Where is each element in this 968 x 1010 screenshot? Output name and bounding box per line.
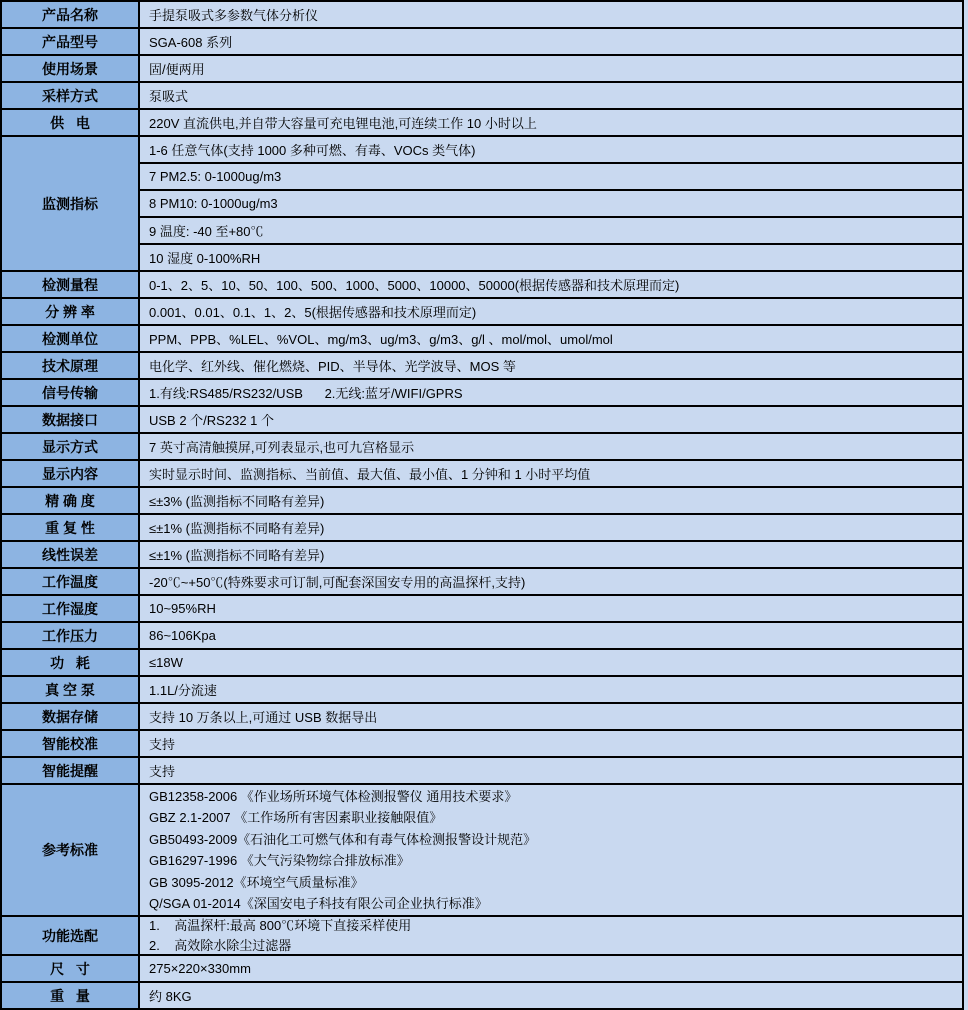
row-label: 监测指标: [2, 137, 140, 270]
row-value-area: [140, 326, 962, 351]
table-row: [2, 542, 962, 569]
row-value: PPM、PPB、%LEL、%VOL、mg/m3、ug/m3、g/m3、g/l 、mol/mol、umol/mol: [149, 332, 613, 347]
row-value-area: [140, 56, 962, 81]
row-label: 精 确 度: [2, 488, 140, 513]
row-value: 86~106Kpa: [149, 628, 216, 643]
table-row: [2, 917, 962, 956]
table-row: [2, 677, 962, 704]
row-value: ≤±1% (监测指标不同略有差异): [149, 521, 325, 536]
row-value: 220V 直流供电,并自带大容量可充电锂电池,可连续工作 10 小时以上: [149, 116, 537, 131]
table-row: [2, 596, 962, 623]
row-value: 电化学、红外线、催化燃烧、PID、半导体、光学波导、MOS 等: [149, 359, 516, 374]
row-value-line: GB50493-2009《石油化工可燃气体和有毒气体检测报警设计规范》: [149, 831, 537, 847]
row-value-line: 2. 高效除水除尘过滤器: [149, 937, 292, 953]
row-value-area: [140, 704, 962, 729]
row-label: 智能提醒: [2, 758, 140, 783]
row-value: -20℃~+50℃(特殊要求可订制,可配套深国安专用的高温探杆,支持): [149, 575, 526, 590]
row-value: USB 2 个/RS232 1 个: [149, 413, 274, 428]
row-label: 数据存储: [2, 704, 140, 729]
row-value-area: [140, 785, 962, 915]
row-value-area: [140, 515, 962, 540]
table-row: [2, 461, 962, 488]
row-value-area: [140, 542, 962, 567]
row-label: 数据接口: [2, 407, 140, 432]
row-label: 供 电: [2, 110, 140, 135]
row-value-area: [140, 137, 962, 270]
row-value-area: [140, 488, 962, 513]
row-value: SGA-608 系列: [149, 35, 233, 50]
row-value: 泵吸式: [149, 89, 189, 104]
row-value: 10~95%RH: [149, 601, 216, 616]
row-value: 支持 10 万条以上,可通过 USB 数据导出: [149, 710, 378, 725]
row-value: 0.001、0.01、0.1、1、2、5(根据传感器和技术原理而定): [149, 305, 477, 320]
row-value-area: [140, 596, 962, 621]
row-value-area: [140, 569, 962, 594]
row-value-area: [140, 83, 962, 108]
row-value-line: Q/SGA 01-2014《深国安电子科技有限公司企业执行标准》: [149, 896, 488, 911]
row-value-line: GB12358-2006 《作业场所环境气体检测报警仪 通用技术要求》: [149, 788, 518, 804]
table-row: [2, 83, 962, 110]
row-label: 功 耗: [2, 650, 140, 675]
row-value-line: GB16297-1996 《大气污染物综合排放标准》: [149, 853, 410, 868]
table-row: [2, 515, 962, 542]
table-row: [2, 380, 962, 407]
row-label: 重 复 性: [2, 515, 140, 540]
row-value-area: [140, 461, 962, 486]
row-value-area: [140, 917, 962, 954]
table-row: [2, 983, 962, 1010]
row-value: ≤±3% (监测指标不同略有差异): [149, 494, 325, 509]
table-row: [2, 407, 962, 434]
row-value-area: [140, 623, 962, 648]
row-label: 重 量: [2, 983, 140, 1008]
row-label: 检测量程: [2, 272, 140, 297]
row-label: 智能校准: [2, 731, 140, 756]
row-value: 0-1、2、5、10、50、100、500、1000、5000、10000、50000(根据传感器和技术原理而定): [149, 278, 680, 293]
row-value: 支持: [149, 737, 176, 752]
row-value-area: [140, 110, 962, 135]
table-row: [2, 569, 962, 596]
row-value-line: GBZ 2.1-2007 《工作场所有害因素职业接触限值》: [149, 810, 443, 825]
row-label: 参考标准: [2, 785, 140, 915]
row-value: [140, 785, 962, 915]
row-value-area: [140, 380, 962, 405]
table-row: [2, 704, 962, 731]
row-value: 7 PM2.5: 0-1000ug/m3: [140, 164, 962, 191]
row-value: ≤18W: [149, 655, 183, 670]
row-value: 275×220×330mm: [149, 961, 251, 976]
row-value-area: [140, 434, 962, 459]
row-label: 工作湿度: [2, 596, 140, 621]
row-value: [140, 917, 962, 954]
table-row: [2, 56, 962, 83]
table-row: [2, 488, 962, 515]
table-row: [2, 137, 962, 272]
row-value: ≤±1% (监测指标不同略有差异): [149, 548, 325, 563]
row-label: 尺 寸: [2, 956, 140, 981]
row-value-area: [140, 407, 962, 432]
table-row: [2, 353, 962, 380]
row-value-line: 1. 高温探杆:最高 800℃环境下直接采样使用: [149, 918, 412, 933]
row-label: 工作温度: [2, 569, 140, 594]
row-label: 线性误差: [2, 542, 140, 567]
row-value-area: [140, 353, 962, 378]
row-label: 显示方式: [2, 434, 140, 459]
row-value-area: [140, 758, 962, 783]
row-value: 约 8KG: [149, 989, 192, 1004]
row-label: 信号传输: [2, 380, 140, 405]
table-row: [2, 2, 962, 29]
row-value: 1-6 任意气体(支持 1000 多种可燃、有毒、VOCs 类气体): [140, 137, 962, 164]
table-row: [2, 731, 962, 758]
row-value: 手提泵吸式多参数气体分析仪: [149, 8, 319, 23]
row-value-line: GB 3095-2012《环境空气质量标准》: [149, 874, 364, 890]
row-value: 10 湿度 0-100%RH: [149, 251, 261, 266]
table-row: [2, 434, 962, 461]
row-label: 真 空 泵: [2, 677, 140, 702]
table-row: [2, 758, 962, 785]
row-label: 工作压力: [2, 623, 140, 648]
row-label: 采样方式: [2, 83, 140, 108]
row-value-area: [140, 650, 962, 675]
row-value-area: [140, 983, 962, 1008]
row-label: 技术原理: [2, 353, 140, 378]
row-value-area: [140, 272, 962, 297]
row-value: 9 温度: -40 至+80℃: [140, 218, 962, 245]
table-row: [2, 272, 962, 299]
row-value: 1.1L/分流速: [149, 683, 217, 698]
row-label: 显示内容: [2, 461, 140, 486]
table-row: [2, 785, 962, 917]
row-value-area: [140, 677, 962, 702]
row-value: 固/便两用: [149, 62, 205, 77]
table-row: [2, 299, 962, 326]
row-value-area: [140, 29, 962, 54]
row-label: 产品型号: [2, 29, 140, 54]
row-value: 1.有线:RS485/RS232/USB 2.无线:蓝牙/WIFI/GPRS: [149, 386, 463, 401]
row-label: 使用场景: [2, 56, 140, 81]
row-value-area: [140, 299, 962, 324]
row-label: 产品名称: [2, 2, 140, 27]
table-row: [2, 650, 962, 677]
table-row: [2, 326, 962, 353]
table-row: [2, 110, 962, 137]
row-label: 功能选配: [2, 917, 140, 954]
row-label: 检测单位: [2, 326, 140, 351]
table-row: [2, 623, 962, 650]
row-value: 实时显示时间、监测指标、当前值、最大值、最小值、1 分钟和 1 小时平均值: [149, 467, 591, 482]
row-value: 8 PM10: 0-1000ug/m3: [140, 191, 962, 218]
row-value-area: [140, 731, 962, 756]
row-value-area: [140, 956, 962, 981]
row-label: 分 辨 率: [2, 299, 140, 324]
row-value: 支持: [149, 764, 176, 779]
table-row: [2, 956, 962, 983]
row-value-area: [140, 2, 962, 27]
table-row: [2, 29, 962, 56]
row-value: 7 英寸高清触摸屏,可列表显示,也可九宫格显示: [149, 440, 415, 455]
